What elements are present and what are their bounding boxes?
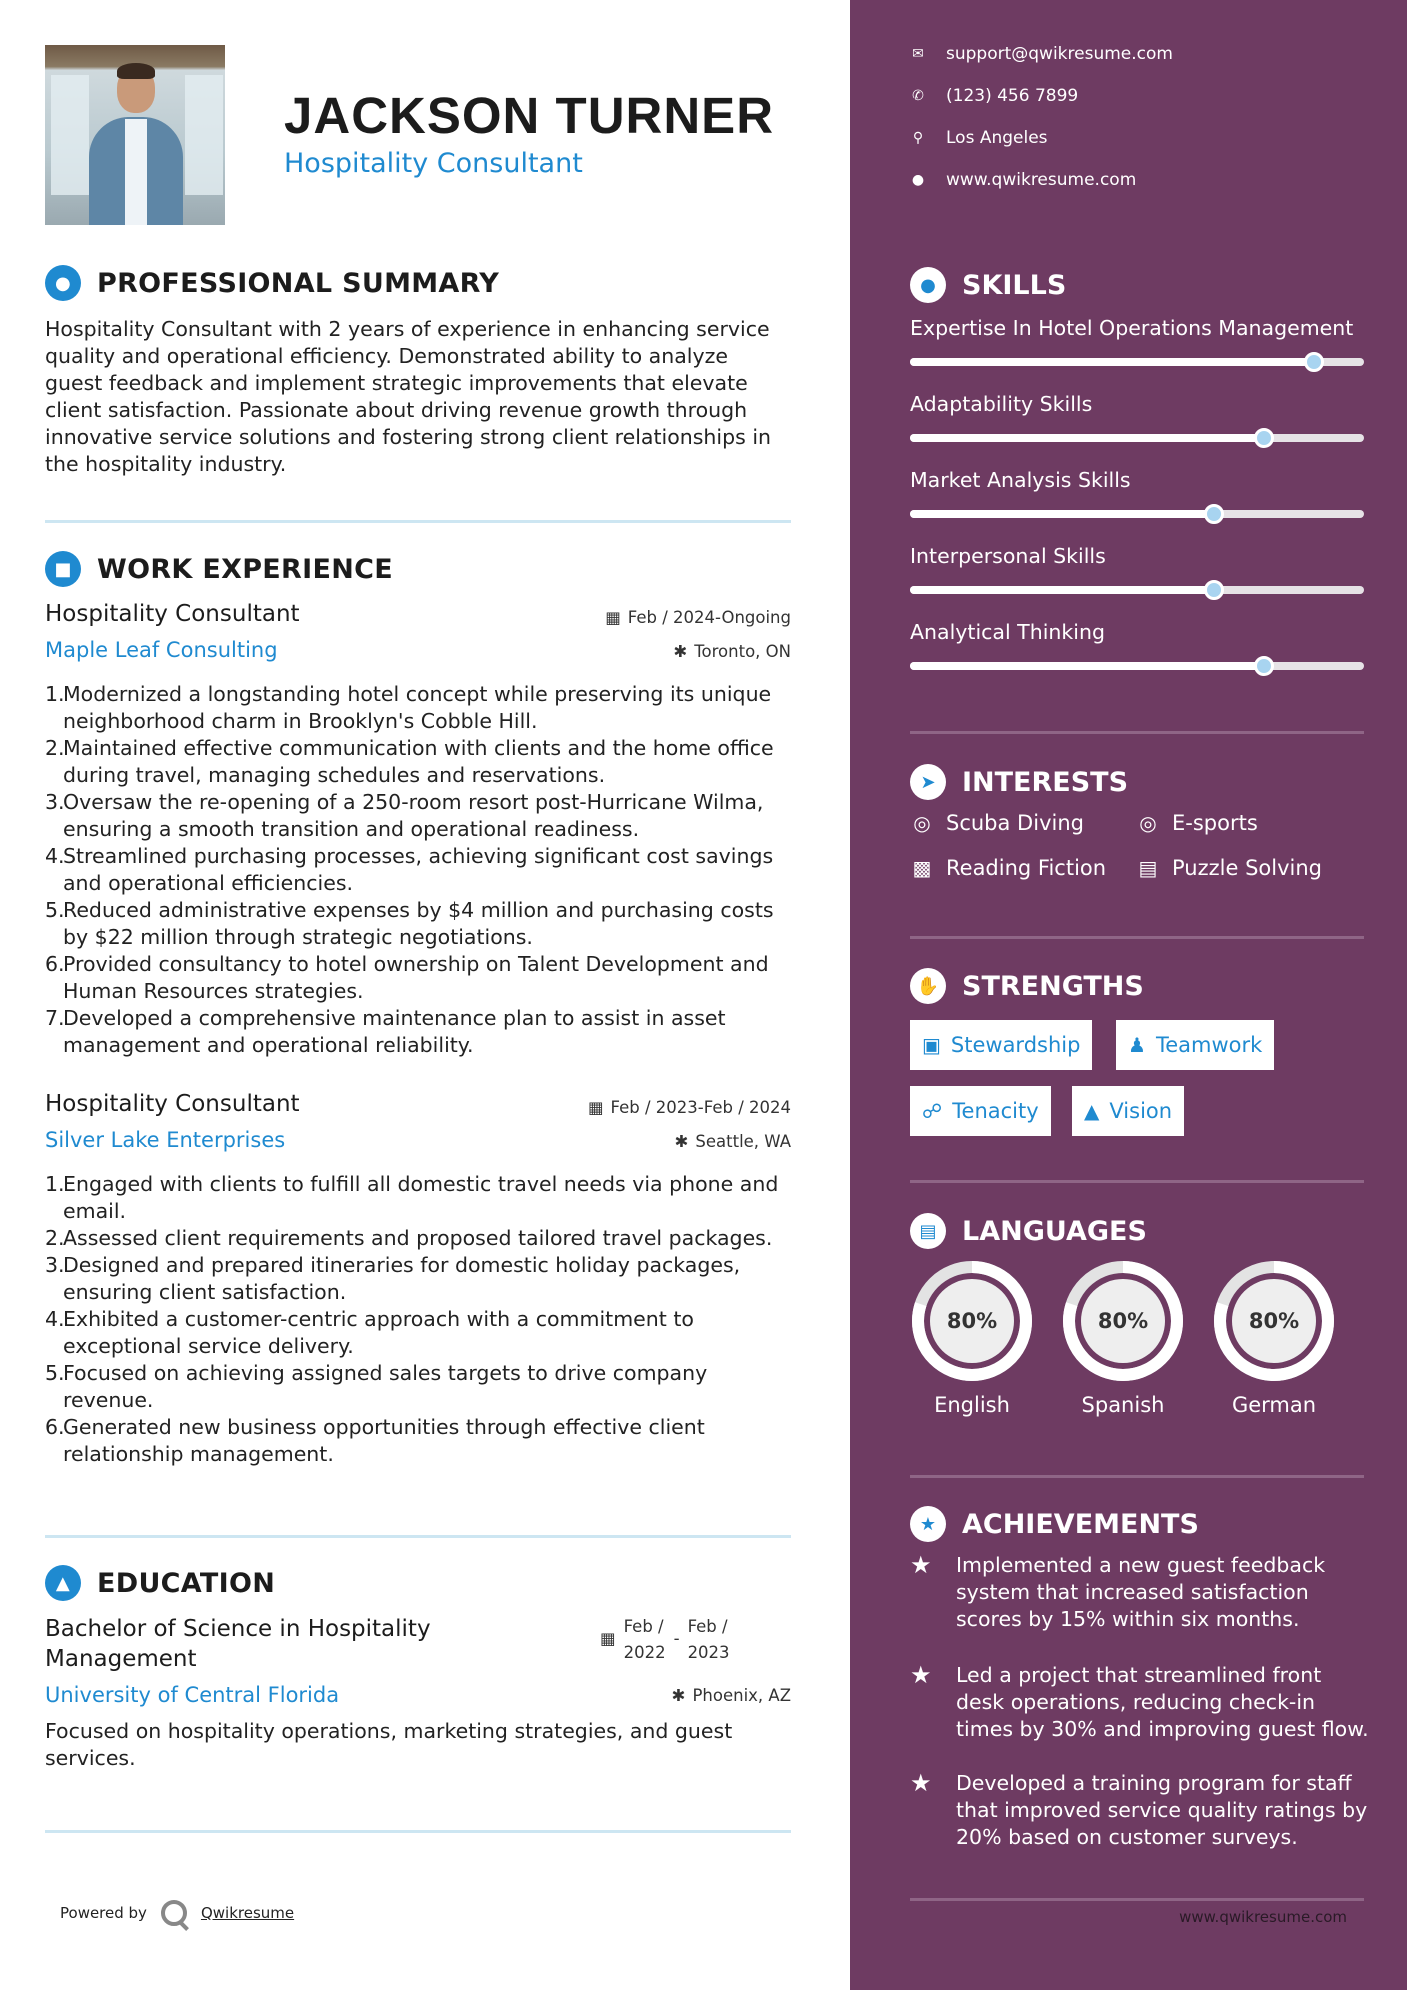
job-company: Silver Lake Enterprises bbox=[45, 1128, 286, 1152]
language-percent: 80% bbox=[1248, 1309, 1300, 1333]
job-bullet: 6. Generated new business opportunities through effective client relationship management. bbox=[45, 1415, 705, 1466]
skill-label: Adaptability Skills bbox=[910, 392, 1093, 416]
chair-icon: ■ bbox=[45, 551, 81, 587]
user-icon: ● bbox=[45, 265, 81, 301]
job-date: ▦ Feb / 2024-Ongoing bbox=[605, 608, 791, 627]
job-location: ✱ Toronto, ON bbox=[673, 642, 791, 661]
skill-bar bbox=[910, 662, 1364, 670]
calendar-icon: ▦ bbox=[605, 608, 621, 627]
skill-bar-knob bbox=[1204, 580, 1224, 600]
globe-icon: ● bbox=[911, 172, 925, 188]
job-bullet: 4. Streamlined purchasing processes, achieving significant cost savings and operational efficiencies. bbox=[45, 844, 774, 895]
job-bullet: 6. Provided consultancy to hotel ownership on Talent Development and Human Resources strategies. bbox=[45, 952, 769, 1003]
interest-item: ▩ Reading Fiction bbox=[910, 856, 1106, 880]
achievements-heading: ★ ACHIEVEMENTS bbox=[910, 1506, 1199, 1542]
achievement-item: ★ Implemented a new guest feedback system that increased satisfaction scores by 15% within six months. bbox=[910, 1551, 1326, 1631]
section-divider bbox=[910, 1180, 1364, 1183]
strength-chip: ▲ Vision bbox=[1072, 1086, 1184, 1136]
skill-bar-knob bbox=[1204, 504, 1224, 524]
degree-title: Bachelor of Science in Hospitality Management bbox=[45, 1616, 431, 1672]
qwikresume-link[interactable]: Qwikresume bbox=[200, 1904, 295, 1922]
skill-label: Interpersonal Skills bbox=[910, 544, 1106, 568]
pin-icon: ✱ bbox=[673, 642, 688, 661]
education-location: ✱ Phoenix, AZ bbox=[671, 1686, 791, 1705]
powered-by: Powered by Qwikresume bbox=[60, 1900, 294, 1926]
section-divider bbox=[910, 936, 1364, 939]
education-dates: ▦ Feb / 2022 - Feb / 2023 bbox=[600, 1614, 730, 1666]
contact-location: ⚲ Los Angeles bbox=[910, 128, 1048, 148]
raised-fist-icon: ✋ bbox=[910, 968, 946, 1004]
skills-heading: ● SKILLS bbox=[910, 267, 1066, 303]
job-location: ✱ Seattle, WA bbox=[674, 1132, 791, 1151]
language-name: German bbox=[1231, 1393, 1317, 1417]
interest-item: ◎ E-sports bbox=[1136, 811, 1258, 835]
lifebuoy-icon: ◎ bbox=[913, 811, 931, 835]
experience-heading: ■ WORK EXPERIENCE bbox=[45, 551, 393, 587]
job-bullet: 7. Developed a comprehensive maintenance plan to assist in asset management and operational reliability. bbox=[45, 1006, 726, 1057]
language-percent: 80% bbox=[1097, 1309, 1149, 1333]
calendar-icon: ▦ bbox=[587, 1098, 604, 1117]
language-item bbox=[910, 1259, 1034, 1417]
interest-item: ▤ Puzzle Solving bbox=[1136, 856, 1322, 880]
skill-bar bbox=[910, 586, 1364, 594]
job-bullet: 4. Exhibited a customer-centric approach with a commitment to exceptional service delivery. bbox=[45, 1307, 694, 1358]
job-bullet: 2. Maintained effective communication with clients and the home office during travel, managing schedules and reservations. bbox=[45, 736, 774, 787]
star-icon: ★ bbox=[910, 1769, 932, 1797]
job-date: ▦ Feb / 2023-Feb / 2024 bbox=[587, 1098, 791, 1117]
language-name: Spanish bbox=[1081, 1393, 1165, 1417]
job-bullet: 3. Oversaw the re-opening of a 250-room resort post-Hurricane Wilma, ensuring a smooth transition and operational readiness. bbox=[45, 790, 764, 841]
job-title: Hospitality Consultant bbox=[45, 1091, 300, 1117]
skill-bar-fill bbox=[910, 358, 1314, 366]
footer-website[interactable]: www.qwikresume.com bbox=[1179, 1908, 1347, 1926]
language-name: English bbox=[934, 1393, 1010, 1417]
education-heading: ▲ EDUCATION bbox=[45, 1565, 275, 1601]
pin-icon: ✱ bbox=[671, 1686, 686, 1705]
language-percent: 80% bbox=[946, 1309, 998, 1333]
strength-chip: ☍ Tenacity bbox=[910, 1086, 1051, 1136]
interest-item: ◎ Scuba Diving bbox=[910, 811, 1084, 835]
language-item bbox=[1212, 1259, 1336, 1417]
pin-icon: ✱ bbox=[674, 1132, 689, 1151]
strength-chip: ▣ Stewardship bbox=[910, 1020, 1092, 1070]
contact-email[interactable]: ✉ support@qwikresume.com bbox=[910, 44, 1173, 64]
contact-phone[interactable]: ✆ (123) 456 7899 bbox=[910, 86, 1078, 106]
skill-bar-knob bbox=[1304, 352, 1324, 372]
skill-bar bbox=[910, 434, 1364, 442]
location-pin-icon: ⚲ bbox=[912, 130, 924, 146]
link-icon: ☍ bbox=[922, 1099, 943, 1123]
lifebuoy-icon: ◎ bbox=[1139, 811, 1157, 835]
summary-text: Hospitality Consultant with 2 years of experience in enhancing service quality and operational efficiency. Demonstrated ability to analyze guest feedback and implement strategic improvements that elevate client satisfaction. Passionate about driving revenue growth through innovative service solutions and fostering strong client relationships in the hospitality industry. bbox=[45, 317, 772, 476]
strengths-heading: ✋ STRENGTHS bbox=[910, 968, 1144, 1004]
job-bullet: 1. Modernized a longstanding hotel concept while preserving its unique neighborhood charm in Brooklyn's Cobble Hill. bbox=[45, 682, 772, 733]
language-icon: ▤ bbox=[910, 1213, 946, 1249]
star-badge-icon: ★ bbox=[910, 1506, 946, 1542]
briefcase-icon: ▣ bbox=[922, 1033, 941, 1057]
achievement-item: ★ Developed a training program for staff that improved service quality ratings by 20% based on customer surveys. bbox=[910, 1769, 1368, 1849]
language-item bbox=[1061, 1259, 1185, 1417]
job-bullet: 3. Designed and prepared itineraries for domestic holiday packages, ensuring client satisfaction. bbox=[45, 1253, 741, 1304]
job-bullet: 5. Focused on achieving assigned sales targets to drive company revenue. bbox=[45, 1361, 708, 1412]
interests-heading: ➤ INTERESTS bbox=[910, 764, 1128, 800]
summary-heading: ● PROFESSIONAL SUMMARY bbox=[45, 265, 499, 301]
strength-chip: ♟ Teamwork bbox=[1116, 1020, 1274, 1070]
envelope-icon: ✉ bbox=[912, 46, 924, 62]
section-divider bbox=[910, 1898, 1364, 1901]
skill-bar-knob bbox=[1254, 656, 1274, 676]
job-bullet: 2. Assessed client requirements and proposed tailored travel packages. bbox=[45, 1226, 773, 1250]
contact-website[interactable]: ● www.qwikresume.com bbox=[911, 170, 1137, 190]
education-description: Focused on hospitality operations, marketing strategies, and guest services. bbox=[45, 1719, 733, 1770]
profile-photo bbox=[45, 45, 225, 225]
job-title: Hospitality Consultant bbox=[45, 601, 300, 627]
skill-label: Analytical Thinking bbox=[910, 620, 1105, 644]
graduation-cap-icon: ▲ bbox=[45, 1565, 81, 1601]
star-icon: ★ bbox=[910, 1661, 932, 1689]
star-icon: ★ bbox=[910, 1551, 932, 1579]
skill-bar bbox=[910, 510, 1364, 518]
section-divider bbox=[910, 1475, 1364, 1478]
job-company: Maple Leaf Consulting bbox=[45, 638, 278, 662]
book-icon: ▤ bbox=[1138, 856, 1158, 880]
users-icon: ♟ bbox=[1128, 1033, 1146, 1057]
job-bullet: 5. Reduced administrative expenses by $4 million and purchasing costs by $22 million through strategic negotiations. bbox=[45, 898, 774, 949]
job-bullet: 1. Engaged with clients to fulfill all domestic travel needs via phone and email. bbox=[45, 1172, 779, 1223]
candidate-name: JACKSON TURNER bbox=[284, 87, 775, 144]
skill-label: Market Analysis Skills bbox=[910, 468, 1131, 492]
sidebar bbox=[850, 0, 1407, 1990]
skill-label: Expertise In Hotel Operations Management bbox=[910, 316, 1354, 340]
phone-icon: ✆ bbox=[912, 88, 924, 104]
skill-bar-fill bbox=[910, 586, 1214, 594]
skill-bar-fill bbox=[910, 510, 1214, 518]
skill-bar-fill bbox=[910, 434, 1264, 442]
skill-bar-fill bbox=[910, 662, 1264, 670]
section-divider bbox=[45, 520, 791, 523]
school-name: University of Central Florida bbox=[45, 1683, 340, 1707]
gamepad-icon: ▩ bbox=[912, 856, 932, 880]
achievement-item: ★ Led a project that streamlined front desk operations, reducing check-in times by 30% and improving guest flow. bbox=[910, 1661, 1369, 1741]
calendar-icon: ▦ bbox=[600, 1629, 616, 1648]
section-divider bbox=[910, 731, 1364, 734]
job-bullets bbox=[45, 681, 797, 1059]
paper-plane-icon: ➤ bbox=[910, 764, 946, 800]
section-divider bbox=[45, 1830, 791, 1833]
lightbulb-icon: ● bbox=[910, 267, 946, 303]
skill-bar bbox=[910, 358, 1364, 366]
binoculars-icon: ▲ bbox=[1084, 1099, 1100, 1123]
candidate-role: Hospitality Consultant bbox=[284, 148, 583, 179]
skill-bar-knob bbox=[1254, 428, 1274, 448]
languages-heading: ▤ LANGUAGES bbox=[910, 1213, 1147, 1249]
qwikresume-logo-icon bbox=[161, 1900, 187, 1926]
job-bullets bbox=[45, 1171, 797, 1468]
section-divider bbox=[45, 1535, 791, 1538]
